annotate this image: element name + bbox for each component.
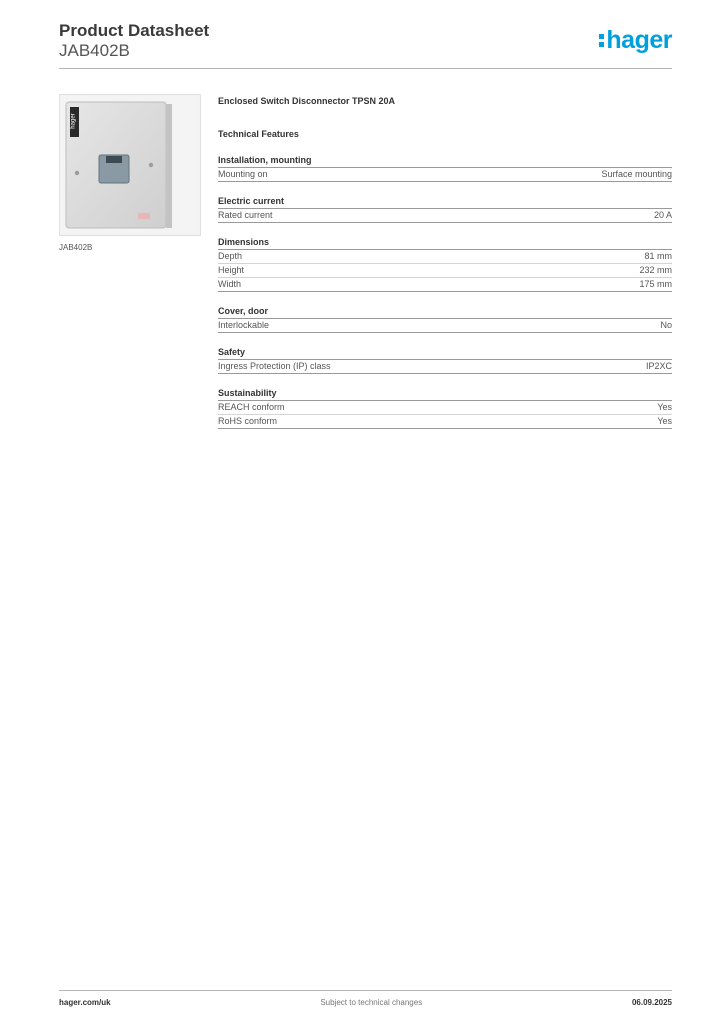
spec-row — [218, 415, 672, 429]
spec-label: Height — [218, 265, 245, 275]
group-rows — [218, 319, 672, 333]
group-title: Safety — [218, 347, 672, 360]
group-title: Electric current — [218, 196, 672, 209]
spec-label: Depth — [218, 251, 243, 261]
feature-group — [218, 388, 672, 429]
spec-label: Ingress Protection (IP) class — [218, 361, 331, 371]
footer-note: Subject to technical changes — [320, 998, 423, 1007]
spec-label: Rated current — [218, 210, 273, 220]
spec-row — [218, 264, 672, 278]
product-image — [59, 94, 201, 236]
logo-dots-icon — [599, 34, 604, 47]
hager-logo[interactable] — [599, 26, 672, 55]
spec-label: Mounting on — [218, 169, 268, 179]
group-title: Installation, mounting — [218, 155, 672, 168]
spec-row — [218, 319, 672, 333]
spec-label: Width — [218, 279, 242, 289]
feature-group — [218, 196, 672, 223]
product-code: JAB402B — [59, 41, 130, 60]
header-divider — [59, 68, 672, 69]
spec-row — [218, 209, 672, 223]
footer-divider — [59, 990, 672, 991]
spec-label: REACH conform — [218, 402, 285, 412]
spec-value: IP2XC — [645, 361, 672, 371]
footer-website[interactable]: hager.com/uk — [59, 998, 111, 1007]
datasheet-header — [59, 21, 209, 61]
features-title: Technical Features — [218, 129, 299, 139]
spec-table — [218, 96, 672, 429]
logo-text: hager — [606, 26, 672, 54]
spec-label: Interlockable — [218, 320, 270, 330]
spec-value: 175 mm — [639, 279, 672, 289]
spec-value: 81 mm — [644, 251, 672, 261]
group-rows — [218, 168, 672, 182]
spec-row — [218, 168, 672, 182]
group-rows — [218, 250, 672, 292]
enclosure-picture — [60, 95, 200, 235]
product-name: Enclosed Switch Disconnector TPSN 20A — [218, 96, 396, 106]
spec-row — [218, 401, 672, 415]
spec-row — [218, 360, 672, 374]
group-title: Dimensions — [218, 237, 672, 250]
spec-value: Surface mounting — [601, 169, 672, 179]
spec-row — [218, 278, 672, 292]
page-title: Product Datasheet — [59, 21, 210, 40]
spec-value: No — [660, 320, 672, 330]
spec-value: Yes — [657, 402, 672, 412]
group-title: Sustainability — [218, 388, 672, 401]
feature-groups — [218, 155, 672, 429]
spec-value: 20 A — [653, 210, 672, 220]
spec-row — [218, 250, 672, 264]
image-caption: JAB402B — [59, 243, 93, 252]
footer-date: 06.09.2025 — [631, 998, 672, 1007]
footer — [59, 998, 672, 1007]
group-rows — [218, 209, 672, 223]
feature-group — [218, 306, 672, 333]
spec-value: 232 mm — [639, 265, 672, 275]
enclosure-logo: hager — [70, 113, 77, 129]
feature-group — [218, 237, 672, 292]
feature-group — [218, 155, 672, 182]
spec-value: Yes — [657, 416, 672, 426]
feature-group — [218, 347, 672, 374]
group-rows — [218, 401, 672, 429]
group-rows — [218, 360, 672, 374]
group-title: Cover, door — [218, 306, 672, 319]
spec-label: RoHS conform — [218, 416, 278, 426]
